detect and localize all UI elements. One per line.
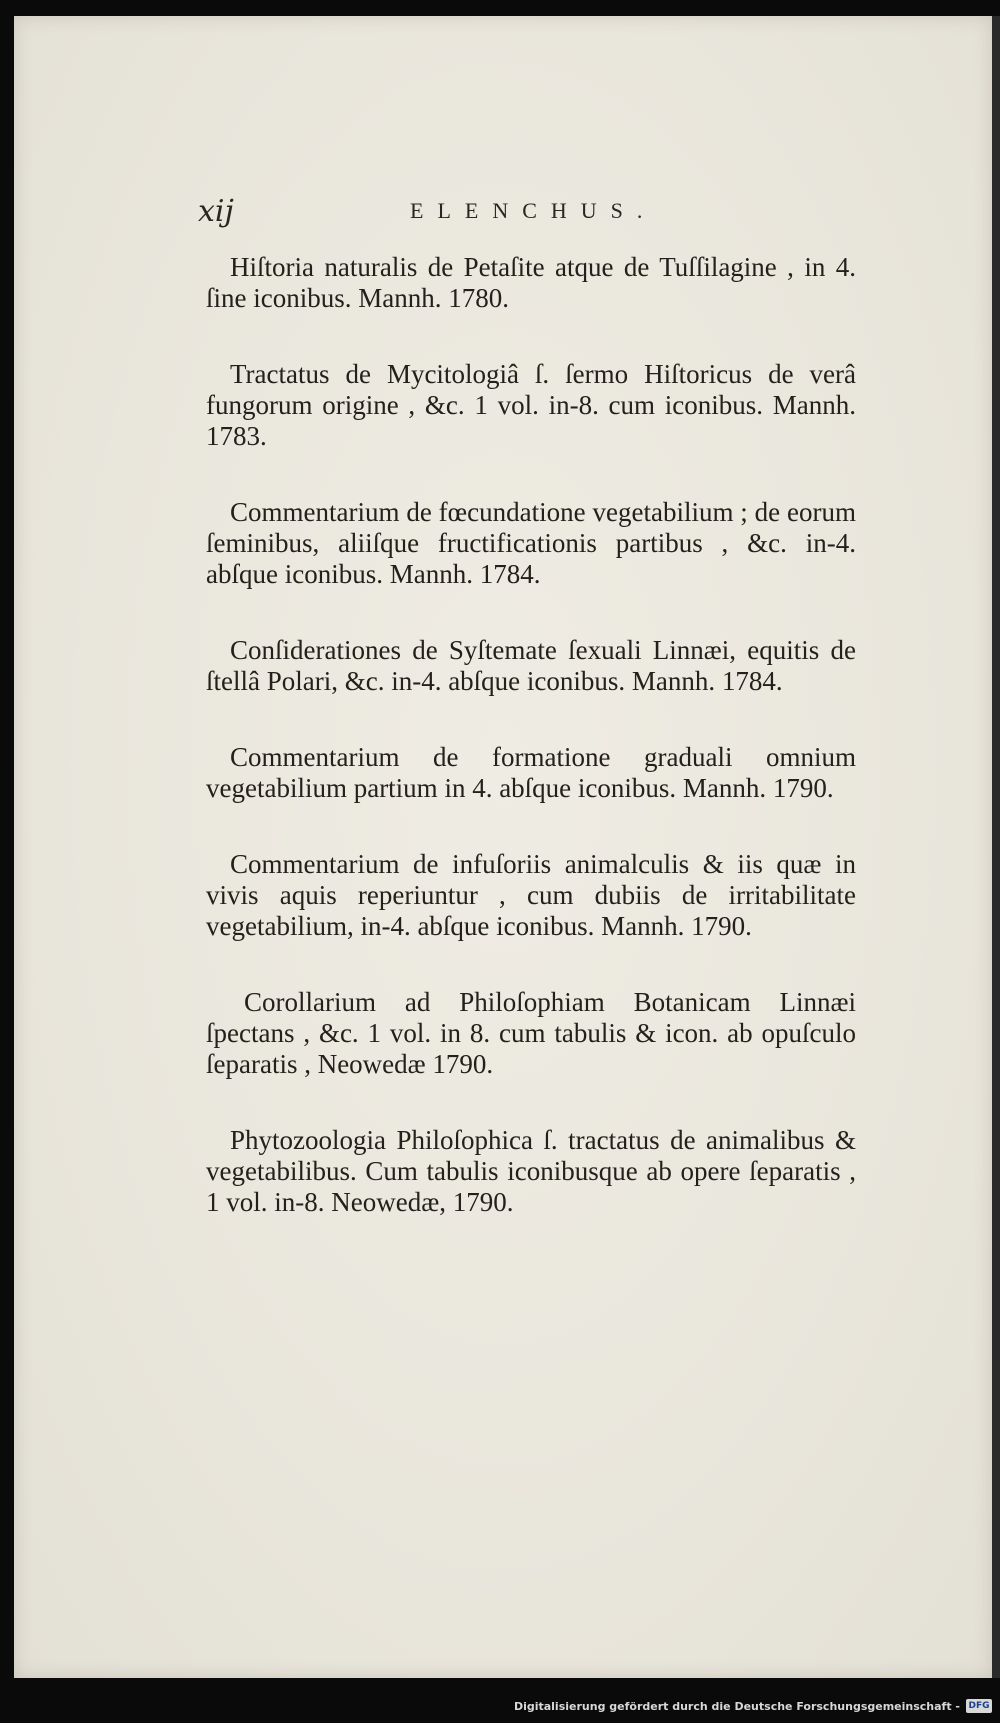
bibliography-entry: Corollarium ad Philoſophiam Botanicam Linnæi ſpectans , &c. 1 vol. in 8. cum tabulis & icon. ab opuſculo ſeparatis , Neowedæ 1790. (206, 987, 856, 1079)
page-header (14, 194, 992, 234)
bibliography-entry: Commentarium de fœcundatione vegetabilium ; de eorum ſeminibus, aliiſque fructificationis partibus , &c. in-4. abſque iconibus. Mannh. 1784. (206, 497, 856, 589)
running-title: ELENCHUS. (410, 198, 657, 223)
page-number: xij (198, 194, 234, 229)
bibliography-list (206, 252, 856, 1263)
bibliography-entry: Tractatus de Mycitologiâ ſ. ſermo Hiſtoricus de verâ fungorum origine , &c. 1 vol. in-8. cum iconibus. Mannh. 1783. (206, 359, 856, 451)
bibliography-entry: Phytozoologia Philoſophica ſ. tractatus de animalibus & vegetabilibus. Cum tabulis iconibusque ab opere ſeparatis , 1 vol. in-8. Neowedæ, 1790. (206, 1125, 856, 1217)
bibliography-entry: Hiſtoria naturalis de Petaſite atque de Tuſſilagine , in 4. ſine iconibus. Mannh. 1780. (206, 252, 856, 313)
bibliography-entry: Conſiderationes de Syſtemate ſexuali Linnæi, equitis de ſtellâ Polari, &c. in-4. abſque iconibus. Mannh. 1784. (206, 635, 856, 696)
book-page (14, 16, 992, 1678)
funding-credit: Digitalisierung gefördert durch die Deutsche Forschungsgemeinschaft - (513, 1700, 960, 1713)
page-edge-shadow (992, 16, 1000, 1678)
dfg-logo-icon: DFG (966, 1699, 992, 1713)
bibliography-entry: Commentarium de infuſoriis animalculis & iis quæ in vivis aquis reperiuntur , cum dubiis de irritabilitate vegetabilium, in-4. abſque iconibus. Mannh. 1790. (206, 849, 856, 941)
digitization-footer (0, 1690, 1000, 1723)
bibliography-entry: Commentarium de formatione graduali omnium vegetabilium partium in 4. abſque iconibus. Mannh. 1790. (206, 742, 856, 803)
